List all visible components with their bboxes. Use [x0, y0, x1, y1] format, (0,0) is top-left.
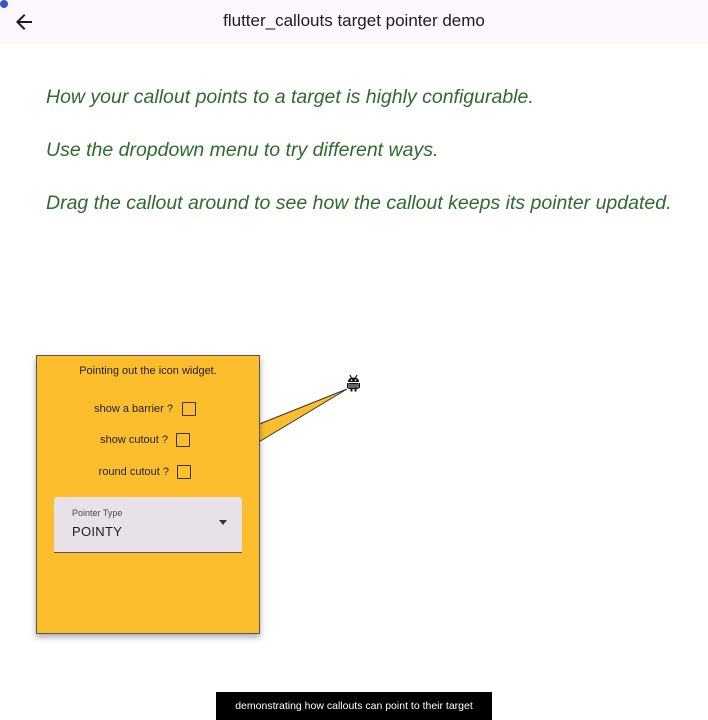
callout-heading: Pointing out the icon widget.: [79, 365, 217, 377]
cutout-checkbox-label: show cutout ?: [100, 434, 168, 446]
round-cutout-checkbox[interactable]: [177, 465, 191, 479]
cutout-checkbox-row[interactable]: [37, 431, 259, 451]
pointer-type-dropdown[interactable]: [54, 497, 242, 553]
page-title: flutter_callouts target pointer demo: [223, 11, 485, 30]
cutout-checkbox[interactable]: [176, 433, 190, 447]
android-icon: [346, 374, 361, 392]
chevron-down-icon[interactable]: [219, 520, 227, 525]
callout-panel[interactable]: [36, 355, 260, 634]
barrier-checkbox-label: show a barrier ?: [94, 403, 173, 415]
barrier-checkbox-row[interactable]: [37, 400, 259, 420]
intro-line-1: How your callout points to a target is highly configurable.: [46, 86, 534, 108]
pointer-type-value: POINTY: [72, 524, 123, 539]
intro-line-2: Use the dropdown menu to try different ways.: [46, 139, 439, 161]
pointer-type-label: Pointer Type: [72, 508, 123, 518]
intro-line-3: Drag the callout around to see how the callout keeps its pointer updated.: [46, 192, 672, 214]
round-cutout-checkbox-row[interactable]: [37, 463, 259, 483]
barrier-checkbox[interactable]: [182, 402, 196, 416]
snackbar: demonstrating how callouts can point to their target: [216, 692, 492, 720]
round-cutout-checkbox-label: round cutout ?: [98, 466, 169, 478]
